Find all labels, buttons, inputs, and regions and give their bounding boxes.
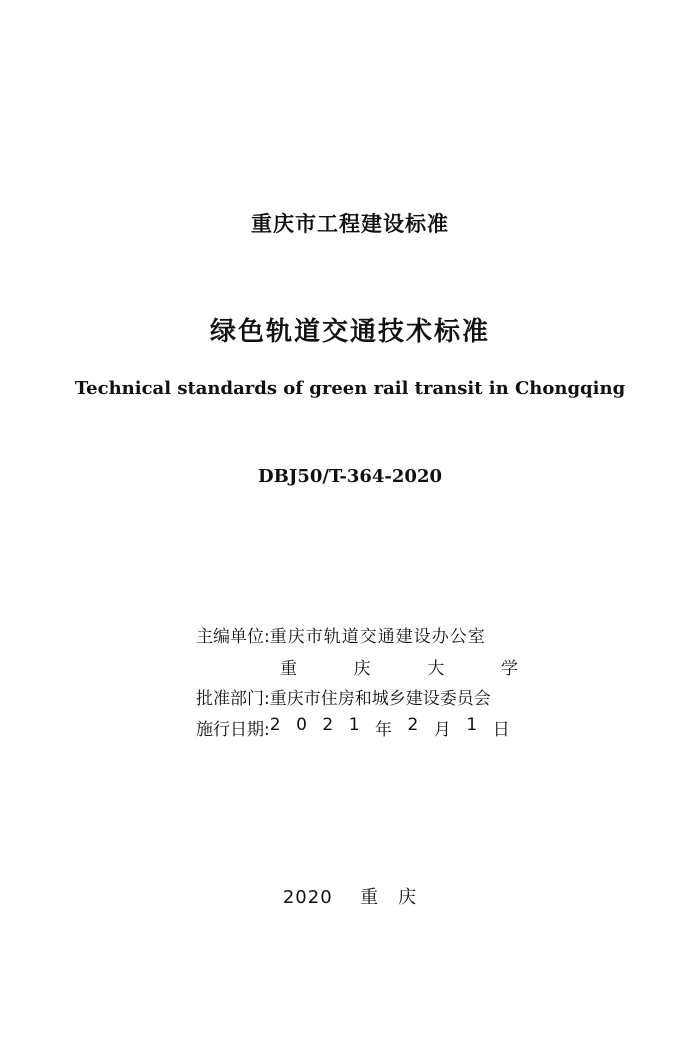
date-char: 月 — [433, 720, 451, 740]
approval-value: 重庆市住房和城乡建设委员会 — [269, 689, 491, 709]
footer-year: 2020 — [282, 887, 333, 908]
date-char: 2 — [322, 715, 334, 735]
date-char: 2 — [407, 715, 419, 735]
effective-date-row — [196, 715, 510, 740]
effective-date-label: 施行日期: — [196, 720, 270, 740]
editors-value-secondary — [280, 654, 518, 679]
publication-footer — [0, 883, 700, 909]
editors-char: 大 — [427, 659, 445, 679]
approval-label: 批准部门: — [196, 689, 270, 709]
editors-row — [196, 622, 486, 647]
standard-code: DBJ50/T-364-2020 — [258, 466, 442, 487]
date-char: 1 — [466, 715, 478, 735]
date-char: 2 — [269, 715, 281, 735]
footer-city: 重 庆 — [360, 887, 418, 908]
editors-char: 学 — [500, 659, 518, 679]
effective-date-value — [270, 715, 510, 740]
series-title: 重庆市工程建设标准 — [251, 212, 449, 236]
standard-title-english: Technical standards of green rail transit in Chongqing — [74, 378, 626, 399]
date-char: 0 — [296, 715, 307, 735]
approval-row — [196, 684, 491, 709]
editors-row-secondary — [196, 654, 518, 679]
standard-title-chinese: 绿色轨道交通技术标准 — [209, 317, 490, 347]
editors-char: 重 — [280, 659, 297, 679]
date-char: 1 — [348, 715, 360, 735]
editors-char: 庆 — [353, 659, 371, 679]
editors-label: 主编单位: — [196, 627, 270, 647]
date-char: 日 — [492, 720, 510, 740]
date-char: 年 — [375, 720, 393, 740]
editors-value-primary: 重庆市轨道交通建设办公室 — [269, 627, 486, 647]
